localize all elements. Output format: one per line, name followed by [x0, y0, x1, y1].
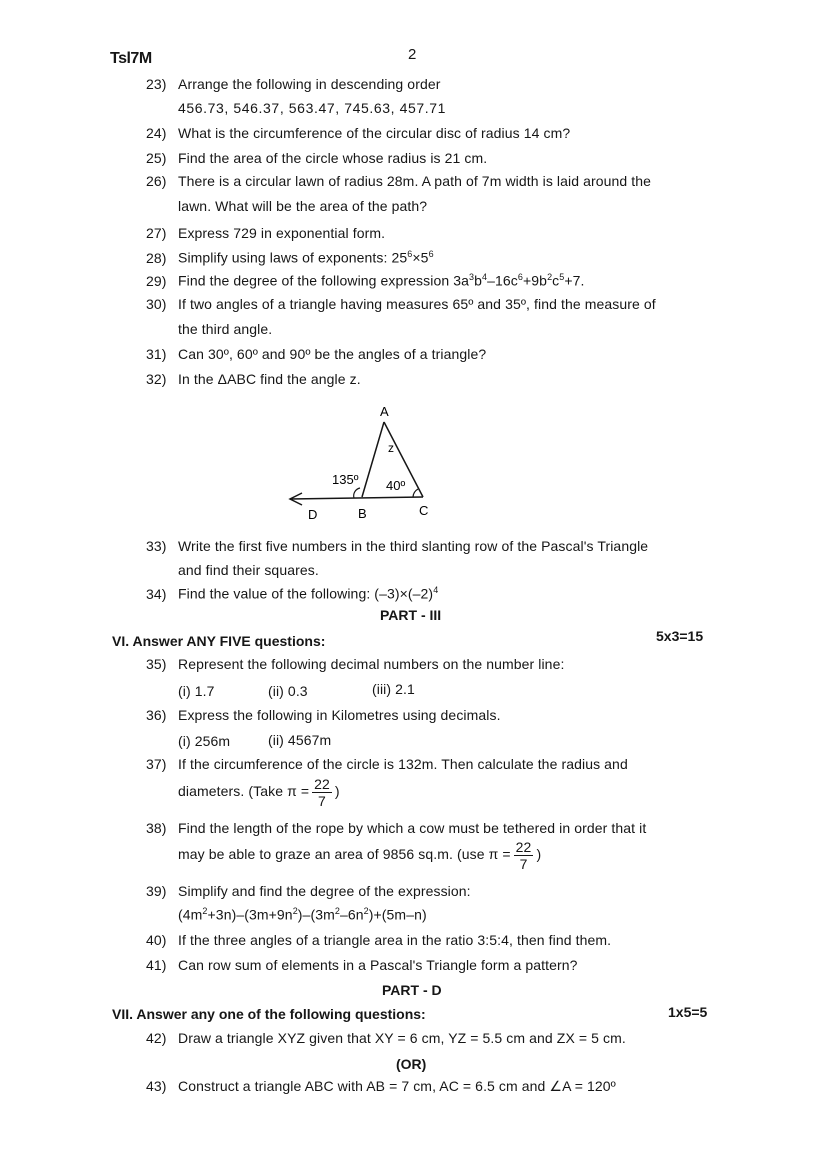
side-ab: [362, 422, 384, 497]
section-vii-marks: 1x5=5: [668, 1004, 708, 1020]
angle-z-label: z: [388, 441, 394, 455]
question-31: 31) Can 30º, 60º and 90º be the angles of a triangle?: [146, 346, 487, 362]
question-30: 30) If two angles of a triangle having measures 65º and 35º, find the measure of: [146, 296, 656, 312]
question-35-opt2: (ii) 0.3: [268, 683, 308, 699]
question-33: 33) Write the first five numbers in the third slanting row of the Pascal's Triangle: [146, 538, 649, 554]
question-38-line2: may be able to graze an area of 9856 sq.m. (use π = $\frac{22}{7}$ ): [178, 839, 542, 872]
section-vi-marks: 5x3=15: [656, 628, 704, 644]
part-d-title: PART - D: [382, 982, 442, 998]
question-29: 29) Find the degree of the following expression $3a^3b^4-16c^6+9b^2c^5+7$.: [146, 272, 585, 289]
question-41: 41) Can row sum of elements in a Pascal's Triangle form a pattern?: [146, 957, 578, 973]
question-34: 34) Find the value of the following: $(-3)\times(-2)^4$: [146, 585, 439, 602]
question-23: 23) Arrange the following in descending order: [146, 76, 441, 92]
question-35-opt3: (iii) 2.1: [372, 681, 415, 697]
section-vi-heading: VI. Answer ANY FIVE questions:: [112, 633, 326, 649]
question-32: 32) In the ΔABC find the angle z.: [146, 371, 361, 387]
question-36-opt2: (ii) 4567m: [268, 732, 332, 748]
section-vii-heading: VII. Answer any one of the following questions:: [112, 1006, 426, 1022]
question-40: 40) If the three angles of a triangle area in the ratio 3:5:4, then find them.: [146, 932, 612, 948]
question-33-line2: and find their squares.: [178, 562, 319, 578]
label-b: B: [358, 506, 367, 521]
question-23-values: 456.73, 546.37, 563.47, 745.63, 457.71: [178, 100, 447, 116]
question-25: 25) Find the area of the circle whose radius is 21 cm.: [146, 150, 488, 166]
question-42: 42) Draw a triangle XYZ given that XY = 6 cm, YZ = 5.5 cm and ZX = 5 cm.: [146, 1030, 626, 1046]
question-39-expression: $(4m^2+3n)-(3m+9n^2)-(3m^2-6n^2)+(5m-n)$: [178, 906, 427, 923]
paper-code: Tsl7M: [110, 50, 152, 67]
angle-c-arc: [413, 489, 418, 497]
triangle-figure: [278, 402, 448, 524]
label-a: A: [380, 404, 389, 419]
question-36-opt1: (i) 256m: [178, 733, 231, 749]
label-d: D: [308, 507, 318, 522]
page-number: 2: [408, 46, 417, 63]
question-36: 36) Express the following in Kilometres using decimals.: [146, 707, 501, 723]
part-iii-title: PART - III: [380, 607, 442, 623]
question-26: 26) There is a circular lawn of radius 28m. A path of 7m width is laid around the: [146, 173, 652, 189]
fraction-22-7: $\frac{22}{7}$: [515, 839, 532, 872]
fraction-22-7: $\frac{22}{7}$: [314, 776, 330, 809]
question-35: 35) Represent the following decimal numbers on the number line:: [146, 656, 565, 672]
or-separator: (OR): [396, 1056, 427, 1072]
question-43: 43) Construct a triangle ABC with AB = 7 cm, AC = 6.5 cm and ∠A = 120º: [146, 1078, 616, 1094]
question-38: 38) Find the length of the rope by which a cow must be tethered in order that it: [146, 820, 647, 836]
question-39: 39) Simplify and find the degree of the expression:: [146, 883, 471, 899]
question-28: 28) Simplify using laws of exponents: $25^6\times 5^6$: [146, 249, 434, 266]
question-37: 37) If the circumference of the circle is 132m. Then calculate the radius and: [146, 756, 628, 772]
question-27: 27) Express 729 in exponential form.: [146, 225, 386, 241]
label-c: C: [419, 503, 429, 518]
question-24: 24) What is the circumference of the circular disc of radius 14 cm?: [146, 125, 571, 141]
question-26-line2: lawn. What will be the area of the path?: [178, 198, 428, 214]
exterior-angle-arc: [354, 488, 360, 498]
question-35-opt1: (i) 1.7: [178, 683, 215, 699]
angle-40-label: 40º: [386, 478, 406, 493]
angle-135-label: 135º: [332, 472, 359, 487]
line-dc: [290, 497, 423, 499]
question-37-line2: diameters. (Take π = $\frac{22}{7}$ ): [178, 776, 340, 809]
question-30-line2: the third angle.: [178, 321, 273, 337]
